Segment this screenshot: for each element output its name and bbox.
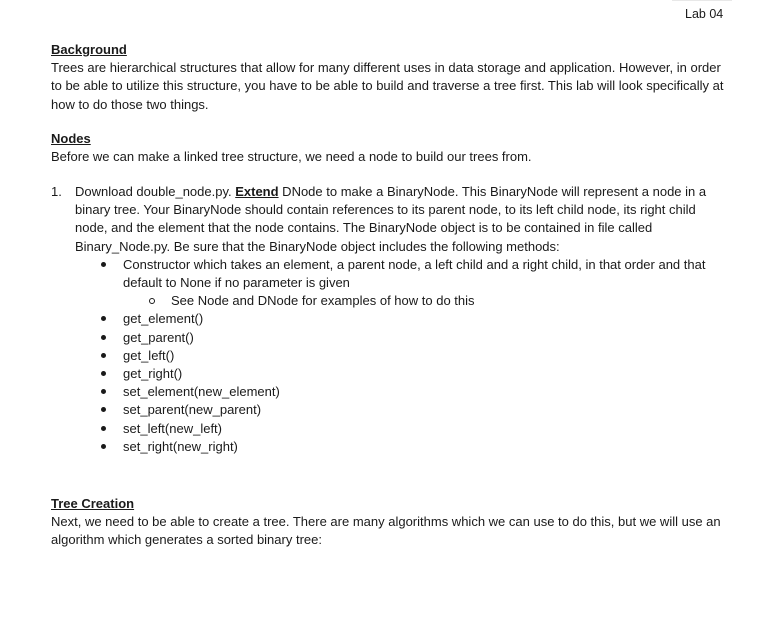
- bullet-dot-icon: [101, 316, 106, 321]
- constructor-subnote: [75, 292, 731, 310]
- bullet-dot-icon: [101, 353, 106, 358]
- nodes-paragraph: Before we can make a linked tree structure, we need a node to build our trees from.: [51, 149, 532, 165]
- hollow-bullet-icon: [149, 298, 155, 304]
- task-1-item: [51, 183, 731, 456]
- method-name: get_right(): [123, 366, 183, 382]
- bullet-dot-icon: [101, 407, 106, 412]
- task-1-text-before: Download double_node.py.: [75, 184, 236, 199]
- method-name: get_parent(): [123, 329, 194, 345]
- header-rule: [672, 0, 732, 1]
- method-item: [75, 310, 731, 328]
- constructor-subnote-text: See Node and DNode for examples of how to do this: [171, 293, 475, 309]
- method-item: [75, 401, 731, 419]
- method-name: set_parent(new_parent): [123, 402, 262, 418]
- method-name: set_element(new_element): [123, 384, 280, 400]
- nodes-heading: Nodes: [51, 131, 91, 146]
- bullet-dot-icon: [101, 335, 106, 340]
- lab-label: Lab 04: [685, 7, 724, 21]
- method-item: [75, 329, 731, 347]
- task-1-text-after: DNode to make a BinaryNode. This BinaryNode will represent a node in a binary tree. Your BinaryNode should contain references to its parent node, to its left child node, its right child node, and the element that the node contains. The BinaryNode object is to be contained in file called Binary_Node.py. Be sure that the BinaryNode object includes the following methods:: [75, 184, 707, 254]
- background-section: [51, 41, 731, 114]
- method-item: [75, 347, 731, 365]
- bullet-dot-icon: [101, 262, 106, 267]
- method-name: set_right(new_right): [123, 438, 238, 454]
- task-1-number: 1.: [51, 184, 62, 199]
- bullet-dot-icon: [101, 371, 106, 376]
- method-item: [75, 365, 731, 383]
- method-item: [75, 420, 731, 438]
- bullet-dot-icon: [101, 426, 106, 431]
- constructor-text: Constructor which takes an element, a parent node, a left child and a right child, in that order and that default to None if no parameter is given: [123, 256, 706, 291]
- background-heading: Background: [51, 42, 127, 57]
- tree-creation-heading: Tree Creation: [51, 496, 135, 511]
- background-paragraph: Trees are hierarchical structures that allow for many different uses in data storage and application. However, in order to be able to utilize this structure, you have to be able to build and traverse a tree first. This lab will look specifically at how to do those two things.: [51, 60, 724, 112]
- extend-emphasis: Extend: [235, 184, 279, 199]
- method-item: [75, 438, 731, 456]
- tree-creation-paragraph: Next, we need to be able to create a tree. There are many algorithms which we can use to do this, but we will use an algorithm which generates a sorted binary tree:: [51, 514, 721, 548]
- method-name: set_left(new_left): [123, 420, 222, 436]
- task-1-body: [75, 183, 731, 456]
- constructor-item: [75, 256, 731, 311]
- method-name: get_element(): [123, 311, 204, 327]
- method-item: [75, 383, 731, 401]
- nodes-section: [51, 130, 731, 166]
- tree-creation-section: [51, 495, 731, 550]
- bullet-dot-icon: [101, 444, 106, 449]
- bullet-dot-icon: [101, 389, 106, 394]
- task-1-paragraph: [75, 183, 731, 256]
- method-name: get_left(): [123, 347, 175, 363]
- method-list: [75, 256, 731, 456]
